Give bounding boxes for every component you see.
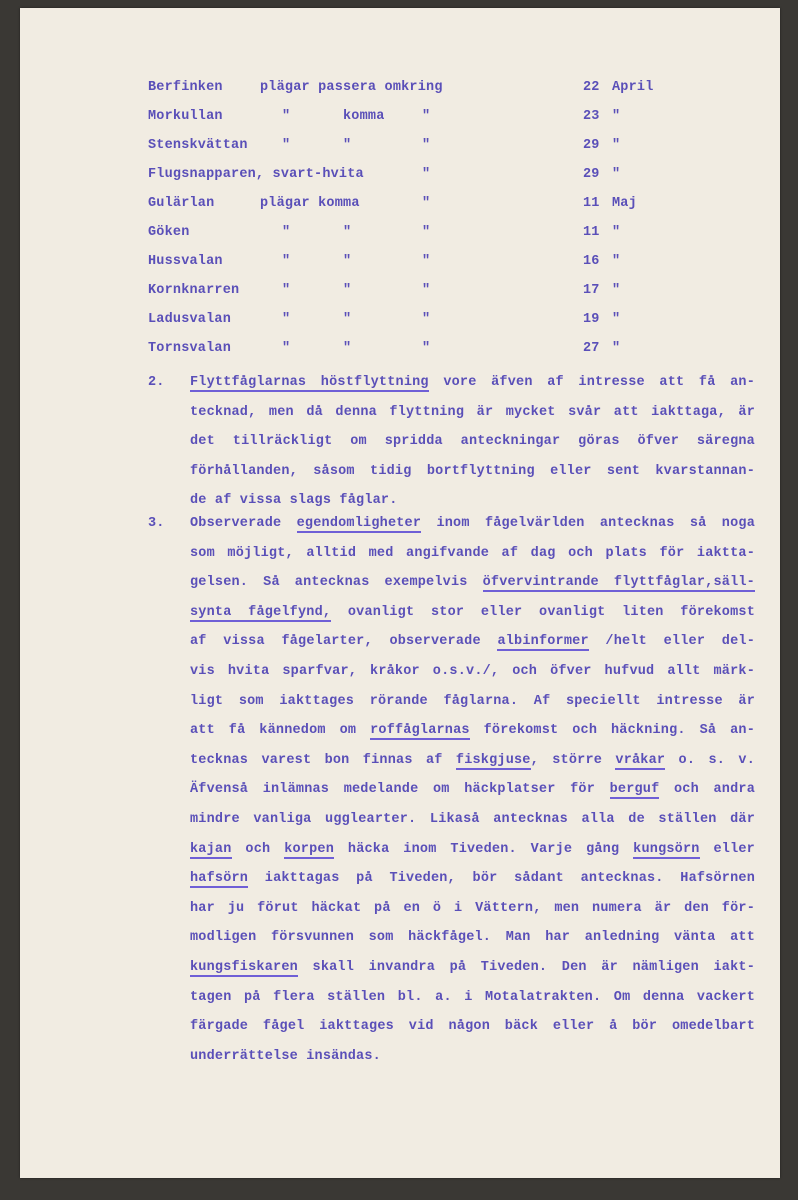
underlined-term: öfvervintrande flyttfåglar,säll- xyxy=(482,575,755,591)
text-line xyxy=(190,1019,755,1034)
text-segment: ovanligt stor eller ovanligt liten förekomst xyxy=(331,604,755,620)
table-cell-c2: " xyxy=(343,283,352,298)
table-cell-day: 29 xyxy=(583,138,600,153)
text-segment: skall invandra på Tiveden. Den är nämligen iakt- xyxy=(297,960,755,975)
text-line xyxy=(190,753,755,768)
table-row xyxy=(20,254,780,274)
text-line xyxy=(190,546,755,561)
text-segment: som möjligt, alltid med angifvande af dag och plats för iaktta- xyxy=(190,545,755,561)
table-cell-month: " xyxy=(612,109,621,124)
table-cell-c1: " xyxy=(282,341,291,356)
table-cell-month: " xyxy=(612,283,621,298)
text-segment: de af vissa slags fåglar. xyxy=(190,493,398,509)
text-segment: förekomst och häckning. Så an- xyxy=(469,723,756,739)
table-cell-month: April xyxy=(612,80,654,95)
table-cell-month: " xyxy=(612,167,621,182)
underlined-term: egendomligheter xyxy=(296,516,422,531)
table-row xyxy=(20,225,780,245)
table-row xyxy=(20,138,780,158)
text-segment: att få kännedom om xyxy=(190,723,371,739)
table-cell-month: Maj xyxy=(612,196,637,211)
table-row xyxy=(20,283,780,303)
table-row xyxy=(20,196,780,216)
text-line xyxy=(190,405,755,420)
text-segment: iakttagas på Tiveden, bör sådant antecknas. Hafsörnen xyxy=(248,871,755,887)
text-segment: förhållanden, såsom tidig bortflyttning eller sent kvarstannan- xyxy=(190,463,755,479)
underlined-term: kungsörn xyxy=(633,841,700,857)
table-cell-c1: " xyxy=(282,254,291,269)
table-cell-c3: " xyxy=(422,196,431,211)
text-line xyxy=(190,493,755,508)
table-cell-day: 27 xyxy=(583,341,600,356)
table-row xyxy=(20,80,780,100)
text-line xyxy=(190,434,755,449)
table-cell-day: 29 xyxy=(583,167,600,182)
table-cell-c1: " xyxy=(282,283,291,298)
text-line xyxy=(190,634,755,649)
text-segment: , större xyxy=(530,752,616,768)
table-cell-bird: Morkullan xyxy=(148,109,223,124)
text-segment: mindre vanliga ugglearter. Likaså antecknas alla de ställen där xyxy=(190,812,755,827)
underlined-term: korpen xyxy=(284,841,335,857)
table-cell-c3: " xyxy=(422,109,431,124)
table-cell-c2: komma xyxy=(343,109,385,124)
text-line xyxy=(190,516,755,531)
text-line xyxy=(190,782,755,797)
table-cell-day: 19 xyxy=(583,312,600,327)
table-cell-bird: Tornsvalan xyxy=(148,341,232,356)
text-segment: Observerade xyxy=(190,516,297,531)
table-cell-c2: " xyxy=(343,225,352,240)
text-line xyxy=(190,694,755,709)
table-cell-c2: " xyxy=(343,138,352,153)
table-cell-day: 16 xyxy=(583,254,600,269)
text-segment: har ju förut häckat på en ö i Vättern, men numera är den för- xyxy=(190,900,755,916)
table-cell-bird: Flugsnapparen, svart-hvita xyxy=(148,167,364,182)
text-line xyxy=(190,960,755,975)
text-line xyxy=(190,605,755,620)
table-cell-c1: " xyxy=(282,109,291,124)
text-segment: modligen försvunnen som häckfågel. Man har anledning vänta att xyxy=(190,930,755,946)
table-cell-verb: plägar passera omkring xyxy=(260,80,443,95)
table-cell-c1: " xyxy=(282,312,291,327)
table-cell-month: " xyxy=(612,312,621,327)
table-row xyxy=(20,312,780,332)
text-segment: eller xyxy=(699,841,755,857)
table-cell-c2: " xyxy=(343,341,352,356)
table-cell-c3: " xyxy=(422,138,431,153)
table-cell-bird: Hussvalan xyxy=(148,254,223,269)
text-segment: tecknad, men då denna flyttning är mycket svår att iakttaga, är xyxy=(190,404,755,420)
underlined-term: hafsörn xyxy=(190,871,249,887)
table-cell-bird: Stenskvättan xyxy=(148,138,248,153)
table-cell-c1: " xyxy=(282,138,291,153)
section-number: 3. xyxy=(148,516,165,531)
text-segment: och andra xyxy=(659,782,755,798)
text-line xyxy=(190,901,755,916)
table-row xyxy=(20,167,780,187)
underlined-term: Flyttfåglarnas höstflyttning xyxy=(190,375,429,390)
text-line xyxy=(190,575,755,590)
text-segment: färgade fågel iakttages vid någon bäck eller å bör omedelbart xyxy=(190,1019,755,1035)
underlined-term: roffåglarnas xyxy=(370,723,470,739)
text-line xyxy=(190,1049,755,1064)
table-cell-bird: Ladusvalan xyxy=(148,312,232,327)
table-cell-c3: " xyxy=(422,341,431,356)
text-line xyxy=(190,871,755,886)
table-cell-day: 23 xyxy=(583,109,600,124)
table-cell-c3: " xyxy=(422,283,431,298)
text-segment: af vissa fågelarter, observerade xyxy=(190,634,498,650)
table-cell-month: " xyxy=(612,225,621,240)
text-segment: häcka inom Tiveden. Varje gång xyxy=(334,841,634,857)
text-line xyxy=(190,723,755,738)
table-cell-month: " xyxy=(612,138,621,153)
table-cell-c3: " xyxy=(422,225,431,240)
underlined-term: albinformer xyxy=(497,634,589,650)
table-row xyxy=(20,341,780,361)
text-line xyxy=(190,990,755,1005)
table-cell-c2: " xyxy=(343,312,352,327)
underlined-term: kungsfiskaren xyxy=(190,960,298,975)
section-number: 2. xyxy=(148,375,165,390)
table-cell-day: 17 xyxy=(583,283,600,298)
text-segment: inom fågelvärlden antecknas så noga xyxy=(421,516,755,531)
table-cell-month: " xyxy=(612,341,621,356)
underlined-term: fiskgjuse xyxy=(455,752,531,768)
text-line xyxy=(190,812,755,827)
text-segment: /helt eller del- xyxy=(588,634,755,650)
table-row xyxy=(20,109,780,129)
text-segment: vis hvita sparfvar, kråkor o.s.v./, och öfver hufvud allt märk- xyxy=(190,664,755,679)
text-segment: det tillräckligt om spridda anteckningar göras öfver säregna xyxy=(190,434,755,450)
text-segment: och xyxy=(231,841,285,857)
text-segment: Äfvenså inlämnas medelande om häckplatser för xyxy=(190,782,610,798)
table-cell-c2: " xyxy=(343,254,352,269)
table-cell-day: 11 xyxy=(583,196,600,211)
text-segment: tecknas varest bon finnas af xyxy=(190,752,456,768)
table-cell-verb: plägar komma xyxy=(260,196,360,211)
text-line xyxy=(190,664,755,679)
table-cell-c1: " xyxy=(282,225,291,240)
table-cell-bird: Gulärlan xyxy=(148,196,215,211)
underlined-term: berguf xyxy=(609,782,660,798)
text-segment: gelsen. Så antecknas exempelvis xyxy=(190,575,483,591)
text-segment: tagen på flera ställen bl. a. i Motalatrakten. Om denna vackert xyxy=(190,989,755,1005)
table-cell-c3: " xyxy=(422,312,431,327)
table-cell-day: 11 xyxy=(583,225,600,240)
text-segment: vore äfven af intresse att få an- xyxy=(428,375,756,390)
table-cell-day: 22 xyxy=(583,80,600,95)
text-line xyxy=(190,930,755,945)
text-segment: ligt som iakttages rörande fåglarna. Af speciellt intresse är xyxy=(190,693,755,709)
text-line xyxy=(190,842,755,857)
document-page xyxy=(20,8,780,1178)
table-cell-c3: " xyxy=(422,254,431,269)
text-line xyxy=(190,464,755,479)
table-cell-month: " xyxy=(612,254,621,269)
table-cell-bird: Göken xyxy=(148,225,190,240)
table-cell-bird: Kornknarren xyxy=(148,283,240,298)
text-segment: underrättelse insändas. xyxy=(190,1048,381,1064)
underlined-term: vråkar xyxy=(615,752,666,768)
text-line xyxy=(190,375,755,390)
table-cell-bird: Berfinken xyxy=(148,80,223,95)
underlined-term: kajan xyxy=(190,841,232,857)
table-cell-c3: " xyxy=(422,167,431,182)
underlined-term: synta fågelfynd, xyxy=(190,604,332,620)
text-segment: o. s. v. xyxy=(665,752,755,768)
